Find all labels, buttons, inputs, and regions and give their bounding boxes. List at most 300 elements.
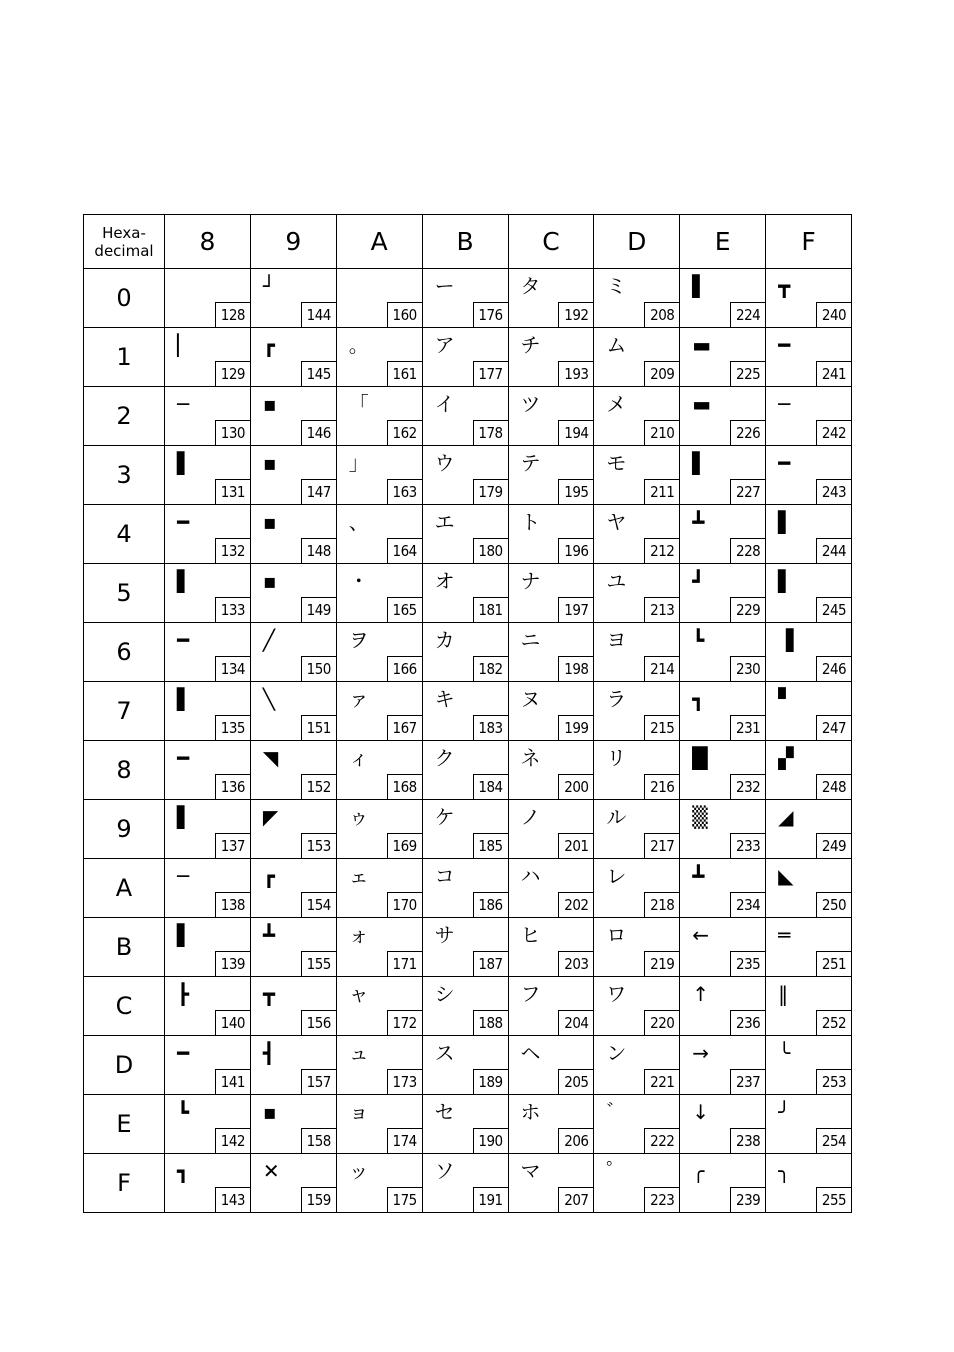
code-cell [766,977,852,1036]
code-cell [250,446,336,505]
character-glyph: ◣ [778,864,794,888]
column-header-8: 8 [165,215,251,269]
code-cell [508,623,594,682]
code-cell [680,682,766,741]
decimal-code: 206 [558,1128,593,1153]
code-cell [508,269,594,328]
decimal-code: 179 [473,479,508,504]
decimal-code: 255 [816,1187,851,1212]
code-cell [165,918,251,977]
code-cell [508,918,594,977]
code-cell [680,387,766,446]
code-cell [766,564,852,623]
decimal-code: 245 [816,597,851,622]
character-glyph: ゛ [606,1100,627,1124]
decimal-code: 183 [473,715,508,740]
character-glyph: ィ [348,746,369,770]
decimal-code: 233 [730,833,765,858]
code-cell [250,505,336,564]
character-glyph: ━ [177,510,190,534]
row-header-2: 2 [84,387,165,446]
character-glyph: ┻ [692,510,705,534]
decimal-code: 132 [215,538,250,563]
code-cell [680,328,766,387]
decimal-code: 201 [558,833,593,858]
character-glyph: ル [606,805,627,829]
code-cell [680,859,766,918]
character-glyph: ╮ [778,1159,791,1183]
decimal-code: 195 [558,479,593,504]
table-row [84,269,852,328]
character-glyph: ▌ [778,510,794,534]
code-cell [766,505,852,564]
decimal-code: 203 [558,951,593,976]
decimal-code: 250 [816,892,851,917]
code-cell [336,328,422,387]
table-row [84,1095,852,1154]
code-cell [165,446,251,505]
row-header-1: 1 [84,328,165,387]
decimal-code: 145 [301,361,336,386]
code-cell [250,1154,336,1213]
character-glyph: ┏ [262,333,275,357]
decimal-code: 216 [644,774,679,799]
code-cell [766,269,852,328]
row-header-f: F [84,1154,165,1213]
character-glyph: ネ [520,746,541,770]
code-cell [250,1036,336,1095]
character-glyph: ▏ [177,333,193,357]
code-cell [508,505,594,564]
code-cell [680,800,766,859]
character-glyph: ノ [520,805,541,829]
character-code-table [83,214,852,1213]
code-cell [680,1154,766,1213]
decimal-code: 192 [558,302,593,327]
decimal-code: 204 [558,1010,593,1035]
character-glyph: ▌ [177,923,193,947]
decimal-code: 239 [730,1187,765,1212]
decimal-code: 171 [387,951,422,976]
character-glyph: ↓ [692,1100,710,1124]
decimal-code: 230 [730,656,765,681]
decimal-code: 214 [644,656,679,681]
decimal-code: 167 [387,715,422,740]
code-cell [680,1036,766,1095]
character-glyph: メ [606,392,627,416]
table-row [84,328,852,387]
code-cell [165,800,251,859]
code-cell [336,918,422,977]
decimal-code: 163 [387,479,422,504]
character-glyph: ┻ [262,923,275,947]
code-cell [594,977,680,1036]
decimal-code: 161 [387,361,422,386]
table-row [84,977,852,1036]
character-glyph: ム [606,333,627,357]
character-glyph: サ [434,923,455,947]
column-header-row [84,215,852,269]
character-glyph: テ [520,451,541,475]
code-cell [165,387,251,446]
character-glyph: ロ [606,923,627,947]
code-cell [508,977,594,1036]
code-cell [250,859,336,918]
character-glyph: ハ [520,864,541,888]
code-cell [508,1154,594,1213]
column-header-e: E [680,215,766,269]
decimal-code: 224 [730,302,765,327]
code-cell [422,741,508,800]
character-glyph: ャ [348,982,369,1006]
character-glyph: ‖ [778,982,789,1006]
code-cell [594,446,680,505]
code-cell [336,1095,422,1154]
character-glyph: ╭ [692,1159,705,1183]
decimal-code: 166 [387,656,422,681]
character-glyph: ━ [177,628,190,652]
decimal-code: 251 [816,951,851,976]
character-glyph: ッ [348,1159,369,1183]
character-glyph: ユ [606,569,627,593]
character-glyph: ▪ [262,569,277,593]
decimal-code: 142 [215,1128,250,1153]
decimal-code: 172 [387,1010,422,1035]
hexadecimal-corner-label [84,215,165,269]
row-header-3: 3 [84,446,165,505]
decimal-code: 231 [730,715,765,740]
decimal-code: 219 [644,951,679,976]
table-row [84,682,852,741]
character-glyph: ─ [177,864,190,888]
code-cell [250,564,336,623]
code-cell [165,741,251,800]
decimal-code: 129 [215,361,250,386]
decimal-code: 159 [301,1187,336,1212]
character-glyph: ┳ [778,274,791,298]
code-cell [336,623,422,682]
decimal-code: 177 [473,361,508,386]
decimal-code: 235 [730,951,765,976]
decimal-code: 148 [301,538,336,563]
character-glyph: ツ [520,392,541,416]
character-glyph: ゥ [348,805,369,829]
code-cell [422,328,508,387]
table-row [84,387,852,446]
decimal-code: 221 [644,1069,679,1094]
decimal-code: 191 [473,1187,508,1212]
code-cell [336,387,422,446]
row-header-c: C [84,977,165,1036]
decimal-code: 175 [387,1187,422,1212]
decimal-code: 193 [558,361,593,386]
column-header-b: B [422,215,508,269]
code-cell [594,859,680,918]
character-glyph: ◢ [778,805,794,829]
code-cell [422,977,508,1036]
code-cell [766,1036,852,1095]
code-cell [422,1095,508,1154]
code-cell [508,1036,594,1095]
code-cell [336,1036,422,1095]
decimal-code: 220 [644,1010,679,1035]
code-cell [165,1095,251,1154]
decimal-code: 189 [473,1069,508,1094]
character-glyph: リ [606,746,627,770]
decimal-code: 140 [215,1010,250,1035]
table-row [84,859,852,918]
character-glyph: ▌ [177,805,193,829]
character-glyph: ミ [606,274,627,298]
code-cell [680,564,766,623]
code-cell [594,505,680,564]
decimal-code: 182 [473,656,508,681]
decimal-code: 199 [558,715,593,740]
code-cell [422,623,508,682]
decimal-code: 243 [816,479,851,504]
table-row [84,918,852,977]
code-cell [594,1036,680,1095]
character-glyph: ソ [434,1159,455,1183]
character-glyph: ← [692,923,710,947]
decimal-code: 156 [301,1010,336,1035]
corner-label-text: Hexa- decimal [94,223,154,260]
decimal-code: 207 [558,1187,593,1212]
character-glyph: ▌ [177,451,193,475]
decimal-code: 252 [816,1010,851,1035]
character-glyph: ┓ [692,687,705,711]
column-header-a: A [336,215,422,269]
character-glyph: ヲ [348,628,369,652]
row-header-a: A [84,859,165,918]
table-body [84,269,852,1213]
decimal-code: 141 [215,1069,250,1094]
character-glyph: 」 [348,451,369,475]
decimal-code: 196 [558,538,593,563]
character-glyph: ▪ [262,451,277,475]
code-cell [680,741,766,800]
character-glyph: ◤ [262,805,279,829]
code-cell [422,446,508,505]
decimal-code: 137 [215,833,250,858]
character-glyph: ァ [348,687,369,711]
column-header-c: C [508,215,594,269]
decimal-code: 157 [301,1069,336,1094]
character-glyph: ▬ [692,333,712,357]
decimal-code: 242 [816,420,851,445]
code-cell [422,564,508,623]
code-cell [680,505,766,564]
character-glyph: ▌ [778,569,794,593]
table-row [84,623,852,682]
decimal-code: 152 [301,774,336,799]
character-glyph: ェ [348,864,369,888]
decimal-code: 244 [816,538,851,563]
character-glyph: オ [434,569,455,593]
decimal-code: 225 [730,361,765,386]
code-cell [766,741,852,800]
decimal-code: 209 [644,361,679,386]
character-glyph: チ [520,333,541,357]
character-glyph: ▐ [778,628,794,652]
code-cell [336,800,422,859]
decimal-code: 143 [215,1187,250,1212]
character-glyph: ヨ [606,628,627,652]
decimal-code: 249 [816,833,851,858]
code-cell [508,1095,594,1154]
character-glyph: ▞ [778,746,794,770]
decimal-code: 222 [644,1128,679,1153]
code-cell [594,328,680,387]
code-cell [680,1095,766,1154]
code-cell [594,1154,680,1213]
code-cell [594,741,680,800]
row-header-8: 8 [84,741,165,800]
decimal-code: 202 [558,892,593,917]
character-glyph: ヤ [606,510,627,534]
decimal-code: 150 [301,656,336,681]
code-cell [250,1095,336,1154]
decimal-code: 238 [730,1128,765,1153]
character-glyph: ョ [348,1100,369,1124]
code-cell [422,269,508,328]
character-glyph: ュ [348,1041,369,1065]
column-header-f: F [766,215,852,269]
code-cell [336,741,422,800]
row-header-6: 6 [84,623,165,682]
decimal-code: 218 [644,892,679,917]
code-cell [336,269,422,328]
decimal-code: 190 [473,1128,508,1153]
decimal-code: 232 [730,774,765,799]
code-cell [766,1095,852,1154]
code-cell [165,623,251,682]
decimal-code: 165 [387,597,422,622]
decimal-code: 149 [301,597,336,622]
character-glyph: ク [434,746,455,770]
decimal-code: 228 [730,538,765,563]
character-glyph: ニ [520,628,541,652]
code-cell [336,564,422,623]
character-glyph: ━ [778,451,791,475]
decimal-code: 160 [387,302,422,327]
character-glyph: ス [434,1041,455,1065]
table-row [84,505,852,564]
code-cell [766,446,852,505]
code-cell [766,800,852,859]
character-glyph: ォ [348,923,369,947]
decimal-code: 237 [730,1069,765,1094]
character-glyph: ━ [778,333,791,357]
decimal-code: 197 [558,597,593,622]
code-cell [250,800,336,859]
decimal-code: 187 [473,951,508,976]
decimal-code: 223 [644,1187,679,1212]
decimal-code: 173 [387,1069,422,1094]
decimal-code: 130 [215,420,250,445]
code-cell [766,623,852,682]
code-cell [336,446,422,505]
code-cell [680,623,766,682]
table-row [84,1154,852,1213]
code-cell [508,859,594,918]
decimal-code: 184 [473,774,508,799]
character-glyph: ━ [177,746,190,770]
code-cell [336,1154,422,1213]
code-cell [165,269,251,328]
character-glyph: ▘ [778,687,794,711]
character-glyph: ═ [778,923,791,947]
character-glyph: エ [434,510,455,534]
table-row [84,741,852,800]
code-cell [594,387,680,446]
character-glyph: ↑ [692,982,710,1006]
character-glyph: ▌ [177,569,193,593]
decimal-code: 153 [301,833,336,858]
code-cell [766,1154,852,1213]
character-glyph: ┫ [262,1041,275,1065]
code-cell [508,328,594,387]
decimal-code: 186 [473,892,508,917]
code-cell [422,682,508,741]
code-cell [422,859,508,918]
character-glyph: ン [606,1041,627,1065]
decimal-code: 236 [730,1010,765,1035]
code-cell [250,328,336,387]
code-cell [165,682,251,741]
character-glyph: ▪ [262,1100,277,1124]
row-header-9: 9 [84,800,165,859]
decimal-code: 229 [730,597,765,622]
code-cell [508,682,594,741]
decimal-code: 139 [215,951,250,976]
character-glyph: ウ [434,451,455,475]
character-glyph: ヌ [520,687,541,711]
code-cell [594,623,680,682]
character-glyph: ▪ [262,510,277,534]
decimal-code: 240 [816,302,851,327]
character-glyph: マ [520,1159,541,1183]
character-glyph: ケ [434,805,455,829]
row-header-7: 7 [84,682,165,741]
character-glyph: ━ [177,1041,190,1065]
code-cell [766,918,852,977]
decimal-code: 135 [215,715,250,740]
code-cell [594,682,680,741]
code-cell [508,741,594,800]
column-header-9: 9 [250,215,336,269]
decimal-code: 248 [816,774,851,799]
character-glyph: ┳ [262,982,275,1006]
decimal-code: 154 [301,892,336,917]
character-glyph: ト [520,510,541,534]
code-cell [594,1095,680,1154]
character-glyph: █ [692,746,708,770]
code-cell [422,918,508,977]
decimal-code: 211 [644,479,679,504]
character-glyph: ─ [177,392,190,416]
character-glyph: ◥ [262,746,279,770]
code-cell [250,269,336,328]
character-glyph: ╰ [778,1041,791,1065]
decimal-code: 147 [301,479,336,504]
code-cell [766,859,852,918]
decimal-code: 217 [644,833,679,858]
code-cell [508,446,594,505]
decimal-code: 170 [387,892,422,917]
decimal-code: 247 [816,715,851,740]
decimal-code: 138 [215,892,250,917]
